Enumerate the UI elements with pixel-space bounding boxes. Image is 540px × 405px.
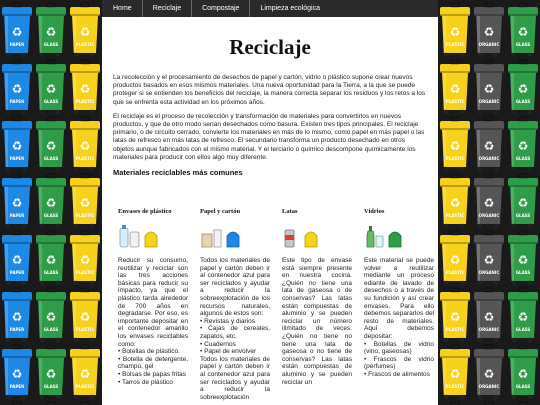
can-icon [282, 224, 332, 248]
bin-wheel [56, 110, 61, 115]
bin-wheel [22, 224, 27, 229]
recycle-bin-organic [474, 174, 504, 228]
bin-wheel [40, 224, 45, 229]
bin-label: ORGANIC [478, 99, 500, 104]
bin-wheel [56, 395, 61, 400]
recycle-bin-plastic [70, 288, 100, 342]
bin-wheel [56, 167, 61, 172]
recycle-symbol-icon: ♻ [11, 196, 23, 210]
recycle-bin-plastic [70, 3, 100, 57]
bin-wheel [512, 110, 517, 115]
nav-limpieza-link[interactable]: Limpieza ecológica [249, 0, 330, 17]
recycle-bin-organic [474, 231, 504, 285]
recycle-bin-organic [474, 117, 504, 171]
bin-label: GLASS [43, 42, 59, 47]
recycle-bin-paper [2, 60, 32, 114]
bin-wheel [56, 53, 61, 58]
recycle-symbol-icon: ♻ [517, 82, 529, 96]
intro-paragraph-2: El reciclaje es el proceso de recolección y transformación de materiales para convertirlos en nuevos productos, y que de otro modo serían desechados como basura. Existen tres tipos principales. El reciclaje primario, o de circuito cerrado, convierte los materiales en más de lo mismo, como papel en más papel o las latas de refresco en más latas de refresco. El secundario transforma un producto desechado en otros objetos aunque fabricados con el mismo material. Y el terciario o químico descompone químicamente los materiales para producir con ellos algo muy diferente. [113, 112, 425, 161]
recycle-symbol-icon: ♻ [483, 253, 495, 267]
column-paper [200, 208, 270, 401]
paper-box-icon [200, 224, 250, 248]
recycle-symbol-icon: ♻ [483, 25, 495, 39]
recycle-symbol-icon: ♻ [79, 367, 91, 381]
bin-wheel [460, 110, 465, 115]
recycle-symbol-icon: ♻ [517, 196, 529, 210]
bin-wheel [56, 338, 61, 343]
bin-label: PLASTIC [445, 270, 465, 275]
bin-wheel [494, 53, 499, 58]
bin-wheel [444, 224, 449, 229]
glass-bottle-icon [364, 224, 414, 248]
left-decorative-bin-strip [0, 0, 102, 405]
intro-section [113, 74, 427, 162]
bin-wheel [444, 395, 449, 400]
nav-compostaje-link[interactable]: Compostaje [191, 0, 249, 17]
bin-wheel [528, 338, 533, 343]
recycle-bin-glass [36, 174, 66, 228]
bin-wheel [512, 338, 517, 343]
bin-label: ORGANIC [478, 42, 500, 47]
column-title: Papel y cartón [200, 208, 241, 215]
bin-wheel [90, 53, 95, 58]
bin-label: GLASS [515, 42, 531, 47]
bin-wheel [90, 110, 95, 115]
bin-label: PLASTIC [445, 384, 465, 389]
bin-wheel [40, 281, 45, 286]
bin-wheel [90, 281, 95, 286]
recycle-symbol-icon: ♻ [79, 82, 91, 96]
plastic-bottle-icon [118, 224, 168, 248]
bin-label: PLASTIC [445, 156, 465, 161]
bin-wheel [22, 53, 27, 58]
materials-columns [118, 208, 434, 401]
column-glass [364, 208, 434, 401]
bin-wheel [40, 167, 45, 172]
nav-home-link[interactable]: Home [113, 5, 132, 12]
list-item: • Frascos de vidrio (perfumes) [364, 356, 434, 371]
bin-label: PLASTIC [75, 42, 95, 47]
bin-label: PAPER [9, 213, 25, 218]
recycle-bin-glass [508, 174, 538, 228]
recycle-symbol-icon: ♻ [45, 253, 57, 267]
bin-label: PAPER [9, 327, 25, 332]
recycle-symbol-icon: ♻ [483, 367, 495, 381]
recycle-symbol-icon: ♻ [45, 196, 57, 210]
bin-wheel [90, 395, 95, 400]
bin-label: PLASTIC [75, 99, 95, 104]
list-item: • Tarros de plástico [118, 379, 188, 387]
recycle-bin-glass [508, 117, 538, 171]
recycle-bin-glass [36, 345, 66, 399]
bin-label: PLASTIC [445, 327, 465, 332]
bin-wheel [6, 281, 11, 286]
right-decorative-bin-strip [438, 0, 540, 405]
recycle-symbol-icon: ♻ [449, 367, 461, 381]
recycle-bin-plastic [440, 60, 470, 114]
list-item: • Revistas y diarios [200, 318, 270, 326]
recycle-bin-glass [36, 3, 66, 57]
recycle-bin-organic [474, 345, 504, 399]
bin-wheel [478, 224, 483, 229]
recycle-symbol-icon: ♻ [79, 253, 91, 267]
recycle-symbol-icon: ♻ [483, 139, 495, 153]
list-item: • Botella de detergente, champú, gel [118, 356, 188, 371]
bin-label: ORGANIC [478, 156, 500, 161]
recycle-bin-paper [2, 3, 32, 57]
recycle-symbol-icon: ♻ [79, 139, 91, 153]
plastic-items-illustration [118, 224, 188, 248]
bin-wheel [478, 167, 483, 172]
bin-wheel [90, 224, 95, 229]
bin-wheel [528, 167, 533, 172]
bin-label: PLASTIC [445, 213, 465, 218]
recycle-bin-organic [474, 60, 504, 114]
bin-wheel [74, 53, 79, 58]
recycle-symbol-icon: ♻ [449, 25, 461, 39]
glass-list [364, 341, 434, 379]
bin-wheel [460, 224, 465, 229]
bin-wheel [478, 110, 483, 115]
bin-wheel [74, 338, 79, 343]
bin-wheel [528, 110, 533, 115]
bin-label: GLASS [515, 156, 531, 161]
bin-label: PLASTIC [445, 42, 465, 47]
recycle-bin-paper [2, 231, 32, 285]
bin-wheel [90, 167, 95, 172]
plastic-list [118, 348, 188, 386]
bin-label: PLASTIC [75, 213, 95, 218]
bin-wheel [528, 224, 533, 229]
bin-label: PAPER [9, 384, 25, 389]
bin-wheel [460, 395, 465, 400]
recycle-bin-paper [2, 345, 32, 399]
recycle-bin-plastic [70, 60, 100, 114]
paper-list [200, 318, 270, 356]
recycle-symbol-icon: ♻ [45, 25, 57, 39]
bin-wheel [74, 224, 79, 229]
recycle-bin-glass [36, 60, 66, 114]
bin-wheel [74, 167, 79, 172]
bin-wheel [478, 53, 483, 58]
recycle-symbol-icon: ♻ [45, 82, 57, 96]
recycle-symbol-icon: ♻ [11, 139, 23, 153]
bin-wheel [40, 53, 45, 58]
recycle-symbol-icon: ♻ [45, 139, 57, 153]
bin-wheel [6, 110, 11, 115]
bin-label: ORGANIC [478, 270, 500, 275]
recycle-symbol-icon: ♻ [11, 82, 23, 96]
bin-wheel [528, 395, 533, 400]
bin-label: GLASS [43, 213, 59, 218]
bin-label: GLASS [515, 213, 531, 218]
list-item: • Papel de envolver [200, 348, 270, 356]
list-item: • Botellas de vidrio (vino, gaseosas) [364, 341, 434, 356]
recycle-bin-plastic [440, 345, 470, 399]
page-title: Reciclaje [229, 35, 311, 59]
left-bins-pattern [0, 0, 102, 405]
bin-wheel [528, 281, 533, 286]
recycle-symbol-icon: ♻ [483, 310, 495, 324]
bin-wheel [494, 110, 499, 115]
bin-wheel [74, 110, 79, 115]
nav-reciclaje-link[interactable]: Reciclaje [142, 0, 191, 17]
recycle-symbol-icon: ♻ [79, 25, 91, 39]
recycle-symbol-icon: ♻ [517, 253, 529, 267]
bin-wheel [22, 395, 27, 400]
bin-wheel [74, 281, 79, 286]
bin-wheel [478, 395, 483, 400]
column-cans [282, 208, 352, 401]
column-plastic [118, 208, 188, 401]
bin-wheel [512, 281, 517, 286]
column-body: Este tipo de envase está siempre presente en nuestra cocina. ¿Quién no tiene una lata de gaseosa o de conservas? Las latas están compuestas de aluminio y se pueden reciclar un número ilimitado de veces. ¿Quién no tiene no tiene una lata de gaseosa o no tiene de conservas? Las latas están compuestas de aluminio y se pueden reciclar un [282, 257, 352, 386]
list-item: • Bolsas de papas fritas [118, 371, 188, 379]
bin-wheel [512, 395, 517, 400]
recycle-symbol-icon: ♻ [517, 367, 529, 381]
right-bins-pattern [438, 0, 540, 405]
recycle-bin-organic [474, 288, 504, 342]
recycle-symbol-icon: ♻ [11, 310, 23, 324]
recycle-bin-plastic [440, 231, 470, 285]
recycle-symbol-icon: ♻ [79, 310, 91, 324]
bin-wheel [512, 167, 517, 172]
recycle-symbol-icon: ♻ [11, 253, 23, 267]
bin-label: ORGANIC [478, 384, 500, 389]
column-title: Latas [282, 208, 298, 215]
recycle-symbol-icon: ♻ [449, 82, 461, 96]
recycle-symbol-icon: ♻ [449, 139, 461, 153]
bin-wheel [460, 281, 465, 286]
bin-wheel [494, 224, 499, 229]
recycle-symbol-icon: ♻ [517, 310, 529, 324]
bin-label: PAPER [9, 270, 25, 275]
recycle-bin-glass [508, 3, 538, 57]
recycle-bin-plastic [440, 3, 470, 57]
bin-label: GLASS [515, 384, 531, 389]
recycle-bin-glass [36, 231, 66, 285]
bin-wheel [444, 167, 449, 172]
bin-label: GLASS [43, 327, 59, 332]
recycle-bin-plastic [70, 174, 100, 228]
bin-wheel [512, 224, 517, 229]
bin-label: GLASS [515, 99, 531, 104]
bin-wheel [444, 338, 449, 343]
recycle-bin-plastic [70, 231, 100, 285]
recycle-bin-glass [508, 60, 538, 114]
bin-wheel [90, 338, 95, 343]
bin-wheel [460, 167, 465, 172]
bin-wheel [22, 110, 27, 115]
recycle-symbol-icon: ♻ [449, 196, 461, 210]
bin-label: GLASS [43, 99, 59, 104]
bin-wheel [478, 281, 483, 286]
list-item: • Cuadernos [200, 341, 270, 349]
recycle-bin-plastic [440, 288, 470, 342]
recycle-symbol-icon: ♻ [11, 367, 23, 381]
bin-label: PAPER [9, 42, 25, 47]
bin-wheel [6, 167, 11, 172]
recycle-bin-plastic [70, 117, 100, 171]
recycle-bin-paper [2, 117, 32, 171]
bin-wheel [494, 167, 499, 172]
bin-wheel [22, 338, 27, 343]
bin-label: GLASS [515, 270, 531, 275]
recycle-symbol-icon: ♻ [517, 25, 529, 39]
bin-wheel [444, 110, 449, 115]
column-body: Todos los materiales de papel y cartón deben ir al contenedor azul para ser reciclados y ayudar a reducir la sobreexplotación de los recursos naturales, algunos de estos son: • Revistas y diarios • Cajas de cereales, zapatos, etc. • Cuadernos • Papel de envolver Todos los materiales de papel y cartón deben ir al contenedor azul para ser reciclados y ayudar a reducir la sobreexplotación [200, 257, 270, 401]
bin-wheel [444, 281, 449, 286]
bin-label: GLASS [43, 270, 59, 275]
column-body: Este material se puede volver a reutilizar mediante un proceso ediante de lavado de desechos o a través de su fundición y así crear envases. Para ello debemos separarlos del resto de materiales. Aquí debemos depositar: • Botellas de vidrio (vino, gaseosas) • Frascos de vidrio (perfumes) • Frascos de alimentos [364, 257, 434, 379]
bin-wheel [6, 395, 11, 400]
cans-items-illustration [282, 224, 352, 248]
recycle-symbol-icon: ♻ [483, 82, 495, 96]
bin-wheel [478, 338, 483, 343]
top-navigation [102, 0, 438, 17]
bin-wheel [22, 167, 27, 172]
bin-label: PLASTIC [75, 156, 95, 161]
recycle-bin-organic [474, 3, 504, 57]
recycle-symbol-icon: ♻ [483, 196, 495, 210]
glass-items-illustration [364, 224, 434, 248]
intro-paragraph-1: La recolección y el procesamiento de desechos de papel y cartón, vidrio o plástico supone crear nuevos productos basados en esos mismos materiales. Una nueva oportunidad para la Tierra, a la que se puede proteger si se entienden los beneficios del reciclaje, la manera correcta separar los residuos y los retos a los que se enfrenta esta actividad en los próximos años. [113, 74, 426, 106]
bin-label: GLASS [43, 156, 59, 161]
bin-wheel [74, 395, 79, 400]
column-title: Envases de plástico [118, 208, 172, 215]
list-item: • Botellas de plástico. [118, 348, 188, 356]
recycle-symbol-icon: ♻ [11, 25, 23, 39]
bin-label: PAPER [9, 99, 25, 104]
bin-label: ORGANIC [478, 213, 500, 218]
bin-wheel [460, 338, 465, 343]
recycle-symbol-icon: ♻ [449, 253, 461, 267]
section-title: Materiales reciclables más comunes [113, 168, 243, 178]
recycle-bin-glass [36, 288, 66, 342]
bin-wheel [494, 281, 499, 286]
bin-label: PLASTIC [445, 99, 465, 104]
bin-label: PLASTIC [75, 384, 95, 389]
recycle-bin-paper [2, 288, 32, 342]
bin-wheel [494, 338, 499, 343]
bin-wheel [528, 53, 533, 58]
recycle-symbol-icon: ♻ [79, 196, 91, 210]
recycle-bin-glass [508, 288, 538, 342]
bin-wheel [40, 110, 45, 115]
bin-wheel [460, 53, 465, 58]
list-item: • Cajas de cereales, zapatos, etc. [200, 325, 270, 340]
bin-label: PAPER [9, 156, 25, 161]
bin-wheel [494, 395, 499, 400]
bin-label: ORGANIC [478, 327, 500, 332]
column-title: Vidrios [364, 208, 385, 215]
bin-wheel [6, 338, 11, 343]
recycle-symbol-icon: ♻ [45, 310, 57, 324]
recycle-bin-paper [2, 174, 32, 228]
recycle-symbol-icon: ♻ [45, 367, 57, 381]
list-item: • Frascos de alimentos [364, 371, 434, 379]
bin-label: PLASTIC [75, 327, 95, 332]
recycle-bin-glass [508, 231, 538, 285]
recycle-bin-plastic [440, 174, 470, 228]
recycle-bin-plastic [440, 117, 470, 171]
bin-wheel [40, 338, 45, 343]
column-body: Reducir su consumo, reutilizar y reciclar son las tres acciones básicas para reducir su impacto, ya que el plástico tarda alrededor de 700 años en degradarse. Por eso, es importante depositar en el contenedor amarillo los envases reciclables como: • Botellas de plástico. • Botella de detergente, champú, gel • Bolsas de papas fritas • Tarros de plástico [118, 257, 188, 386]
recycle-bin-glass [508, 345, 538, 399]
bin-label: GLASS [515, 327, 531, 332]
bin-wheel [56, 281, 61, 286]
bin-label: GLASS [43, 384, 59, 389]
bin-wheel [56, 224, 61, 229]
bin-wheel [512, 53, 517, 58]
bin-wheel [22, 281, 27, 286]
recycle-bin-plastic [70, 345, 100, 399]
recycle-bin-glass [36, 117, 66, 171]
paper-items-illustration [200, 224, 270, 248]
recycle-symbol-icon: ♻ [517, 139, 529, 153]
bin-wheel [444, 53, 449, 58]
bin-label: PLASTIC [75, 270, 95, 275]
main-content [102, 0, 438, 405]
bin-wheel [6, 53, 11, 58]
bin-wheel [40, 395, 45, 400]
recycle-symbol-icon: ♻ [449, 310, 461, 324]
bin-wheel [6, 224, 11, 229]
